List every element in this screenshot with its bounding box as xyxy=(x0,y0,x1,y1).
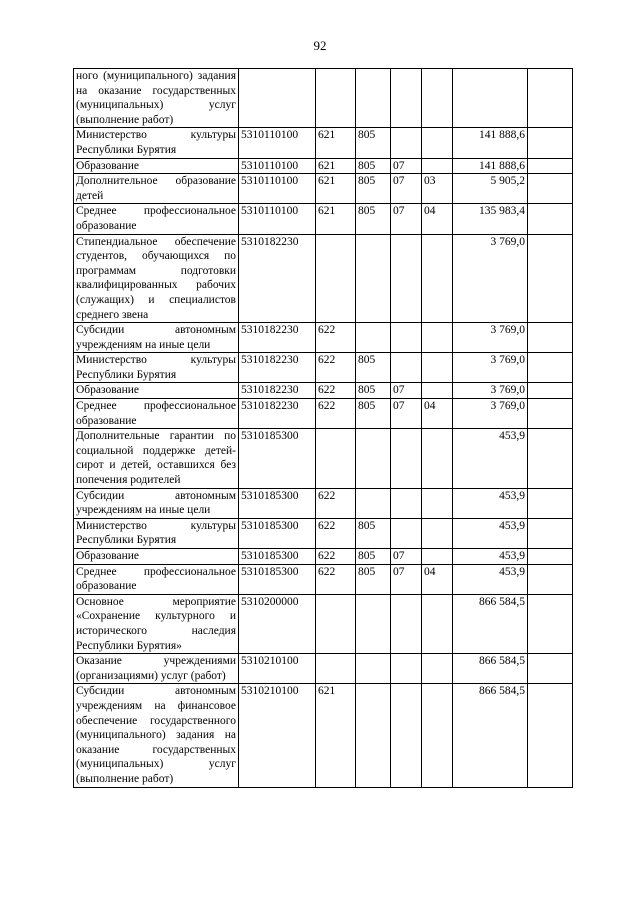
amount-cell: 3 769,0 xyxy=(453,353,528,383)
target-article-cell: 5310182230 xyxy=(239,234,316,323)
table-row xyxy=(74,128,573,158)
name-cell: Основное мероприятие «Сохранение культурного и исторического наследия Республики Бурятия» xyxy=(74,594,239,653)
expense-type-cell: 622 xyxy=(316,353,356,383)
target-article-cell: 5310182230 xyxy=(239,353,316,383)
amount-cell: 453,9 xyxy=(453,549,528,565)
amount-cell: 141 888,6 xyxy=(453,158,528,174)
department-cell xyxy=(356,429,391,488)
expense-type-cell xyxy=(316,594,356,653)
section-cell xyxy=(391,353,422,383)
table-row xyxy=(74,549,573,565)
expense-type-cell xyxy=(316,69,356,128)
department-cell xyxy=(356,234,391,323)
expense-type-cell xyxy=(316,654,356,684)
target-article-cell: 5310185300 xyxy=(239,518,316,548)
subsection-cell: 04 xyxy=(422,399,453,429)
table-row xyxy=(74,174,573,204)
table-row xyxy=(74,518,573,548)
section-cell xyxy=(391,69,422,128)
subsection-cell xyxy=(422,158,453,174)
name-cell: Среднее профессиональное образование xyxy=(74,204,239,234)
name-cell: Субсидии автономным учреждениям на финансовое обеспечение государственного (муниципального) задания на оказание государственных (муниципальных) услуг (выполнение работ) xyxy=(74,684,239,787)
empty-cell xyxy=(528,353,573,383)
empty-cell xyxy=(528,69,573,128)
name-cell: Министерство культуры Республики Бурятия xyxy=(74,353,239,383)
expense-type-cell: 622 xyxy=(316,383,356,399)
expense-type-cell: 621 xyxy=(316,128,356,158)
department-cell: 805 xyxy=(356,128,391,158)
subsection-cell: 04 xyxy=(422,204,453,234)
table-row xyxy=(74,204,573,234)
table-row xyxy=(74,383,573,399)
department-cell: 805 xyxy=(356,399,391,429)
department-cell: 805 xyxy=(356,353,391,383)
amount-cell: 453,9 xyxy=(453,488,528,518)
expense-type-cell: 622 xyxy=(316,399,356,429)
section-cell xyxy=(391,128,422,158)
empty-cell xyxy=(528,594,573,653)
empty-cell xyxy=(528,654,573,684)
table-row xyxy=(74,399,573,429)
empty-cell xyxy=(528,429,573,488)
table-row xyxy=(74,564,573,594)
table-row xyxy=(74,429,573,488)
amount-cell: 3 769,0 xyxy=(453,399,528,429)
name-cell: Образование xyxy=(74,383,239,399)
name-cell: Среднее профессиональное образование xyxy=(74,399,239,429)
department-cell xyxy=(356,69,391,128)
department-cell xyxy=(356,654,391,684)
target-article-cell: 5310182230 xyxy=(239,383,316,399)
amount-cell xyxy=(453,69,528,128)
empty-cell xyxy=(528,518,573,548)
amount-cell: 453,9 xyxy=(453,518,528,548)
target-article-cell xyxy=(239,69,316,128)
section-cell: 07 xyxy=(391,158,422,174)
amount-cell: 866 584,5 xyxy=(453,594,528,653)
subsection-cell: 04 xyxy=(422,564,453,594)
target-article-cell: 5310210100 xyxy=(239,684,316,787)
department-cell: 805 xyxy=(356,518,391,548)
expense-type-cell xyxy=(316,429,356,488)
subsection-cell xyxy=(422,594,453,653)
amount-cell: 141 888,6 xyxy=(453,128,528,158)
subsection-cell xyxy=(422,684,453,787)
department-cell: 805 xyxy=(356,204,391,234)
expense-type-cell: 621 xyxy=(316,174,356,204)
department-cell xyxy=(356,684,391,787)
department-cell: 805 xyxy=(356,174,391,204)
section-cell xyxy=(391,234,422,323)
section-cell: 07 xyxy=(391,204,422,234)
name-cell: Оказание учреждениями (организациями) услуг (работ) xyxy=(74,654,239,684)
amount-cell: 453,9 xyxy=(453,429,528,488)
target-article-cell: 5310200000 xyxy=(239,594,316,653)
empty-cell xyxy=(528,323,573,353)
department-cell xyxy=(356,594,391,653)
table-row xyxy=(74,323,573,353)
target-article-cell: 5310185300 xyxy=(239,564,316,594)
amount-cell: 5 905,2 xyxy=(453,174,528,204)
amount-cell: 3 769,0 xyxy=(453,234,528,323)
target-article-cell: 5310185300 xyxy=(239,429,316,488)
name-cell: Среднее профессиональное образование xyxy=(74,564,239,594)
expense-type-cell: 621 xyxy=(316,158,356,174)
target-article-cell: 5310185300 xyxy=(239,549,316,565)
section-cell: 07 xyxy=(391,174,422,204)
section-cell xyxy=(391,429,422,488)
empty-cell xyxy=(528,128,573,158)
expense-type-cell: 622 xyxy=(316,488,356,518)
expense-type-cell: 622 xyxy=(316,518,356,548)
subsection-cell: 03 xyxy=(422,174,453,204)
empty-cell xyxy=(528,204,573,234)
empty-cell xyxy=(528,564,573,594)
section-cell: 07 xyxy=(391,399,422,429)
target-article-cell: 5310110100 xyxy=(239,158,316,174)
amount-cell: 3 769,0 xyxy=(453,383,528,399)
amount-cell: 135 983,4 xyxy=(453,204,528,234)
target-article-cell: 5310110100 xyxy=(239,128,316,158)
expense-type-cell: 622 xyxy=(316,564,356,594)
name-cell: Субсидии автономным учреждениям на иные цели xyxy=(74,488,239,518)
empty-cell xyxy=(528,488,573,518)
table-row xyxy=(74,69,573,128)
target-article-cell: 5310182230 xyxy=(239,399,316,429)
expense-type-cell: 622 xyxy=(316,549,356,565)
subsection-cell xyxy=(422,549,453,565)
table-row xyxy=(74,353,573,383)
department-cell xyxy=(356,323,391,353)
section-cell xyxy=(391,488,422,518)
section-cell: 07 xyxy=(391,564,422,594)
department-cell: 805 xyxy=(356,564,391,594)
table-row xyxy=(74,488,573,518)
section-cell xyxy=(391,518,422,548)
page-number: 92 xyxy=(313,38,327,53)
department-cell: 805 xyxy=(356,158,391,174)
name-cell: Образование xyxy=(74,158,239,174)
empty-cell xyxy=(528,549,573,565)
target-article-cell: 5310110100 xyxy=(239,174,316,204)
subsection-cell xyxy=(422,518,453,548)
empty-cell xyxy=(528,399,573,429)
table-row xyxy=(74,158,573,174)
target-article-cell: 5310210100 xyxy=(239,654,316,684)
empty-cell xyxy=(528,684,573,787)
empty-cell xyxy=(528,383,573,399)
amount-cell: 3 769,0 xyxy=(453,323,528,353)
section-cell xyxy=(391,594,422,653)
subsection-cell xyxy=(422,323,453,353)
section-cell: 07 xyxy=(391,383,422,399)
budget-table xyxy=(73,68,573,788)
table-row xyxy=(74,234,573,323)
target-article-cell: 5310185300 xyxy=(239,488,316,518)
department-cell: 805 xyxy=(356,383,391,399)
empty-cell xyxy=(528,158,573,174)
subsection-cell xyxy=(422,383,453,399)
section-cell: 07 xyxy=(391,549,422,565)
table-body xyxy=(74,69,573,788)
expense-type-cell xyxy=(316,234,356,323)
name-cell: ного (муниципального) задания на оказание государственных (муниципальных) услуг (выполнение работ) xyxy=(74,69,239,128)
section-cell xyxy=(391,323,422,353)
empty-cell xyxy=(528,174,573,204)
table-row xyxy=(74,654,573,684)
target-article-cell: 5310110100 xyxy=(239,204,316,234)
expense-type-cell: 621 xyxy=(316,684,356,787)
empty-cell xyxy=(528,234,573,323)
name-cell: Дополнительные гарантии по социальной поддержке детей-сирот и детей, оставшихся без попечения родителей xyxy=(74,429,239,488)
department-cell: 805 xyxy=(356,549,391,565)
amount-cell: 453,9 xyxy=(453,564,528,594)
amount-cell: 866 584,5 xyxy=(453,654,528,684)
name-cell: Стипендиальное обеспечение студентов, обучающихся по программам подготовки квалифицированных рабочих (служащих) и специалистов среднего звена xyxy=(74,234,239,323)
table-row xyxy=(74,684,573,787)
section-cell xyxy=(391,654,422,684)
name-cell: Министерство культуры Республики Бурятия xyxy=(74,128,239,158)
subsection-cell xyxy=(422,429,453,488)
target-article-cell: 5310182230 xyxy=(239,323,316,353)
subsection-cell xyxy=(422,654,453,684)
subsection-cell xyxy=(422,128,453,158)
expense-type-cell: 622 xyxy=(316,323,356,353)
expense-type-cell: 621 xyxy=(316,204,356,234)
name-cell: Субсидии автономным учреждениям на иные цели xyxy=(74,323,239,353)
table-row xyxy=(74,594,573,653)
subsection-cell xyxy=(422,234,453,323)
name-cell: Образование xyxy=(74,549,239,565)
subsection-cell xyxy=(422,488,453,518)
name-cell: Министерство культуры Республики Бурятия xyxy=(74,518,239,548)
section-cell xyxy=(391,684,422,787)
subsection-cell xyxy=(422,69,453,128)
name-cell: Дополнительное образование детей xyxy=(74,174,239,204)
subsection-cell xyxy=(422,353,453,383)
amount-cell: 866 584,5 xyxy=(453,684,528,787)
department-cell xyxy=(356,488,391,518)
